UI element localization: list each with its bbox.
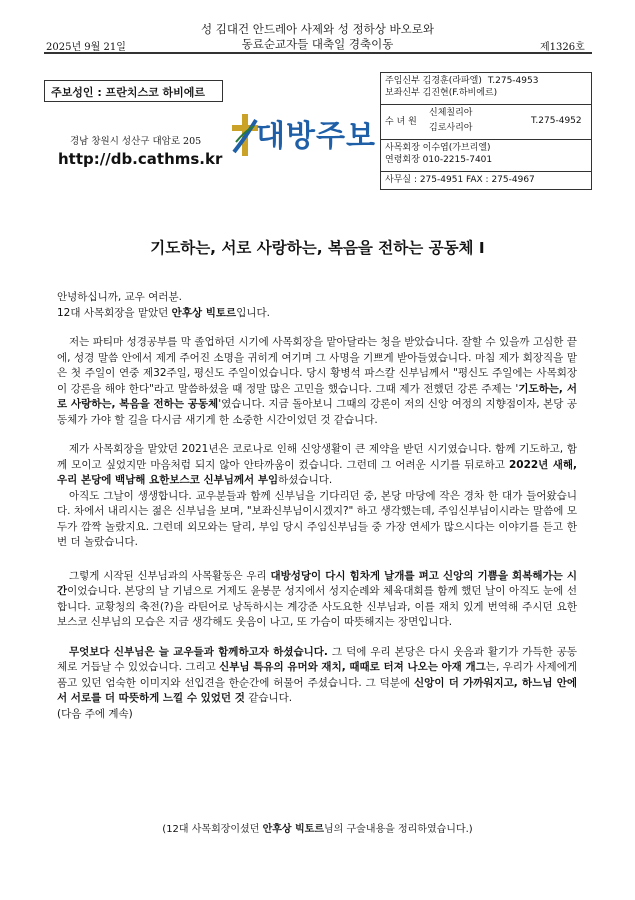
feast-title-line1: 성 김대건 안드레아 사제와 성 정하상 바오로와 [200, 22, 434, 36]
issue-number: 제1326호 [540, 42, 585, 53]
article-body [57, 290, 577, 722]
paragraph-1: 저는 파티마 성경공부를 막 졸업하던 시기에 사목회장을 맡아달라는 청을 받았습니다. 잘할 수 있을까 고심한 끝에, 성경 말씀 안에서 제게 주어진 소명을 귀히게 여기며 그 사명을 기쁘게 받아들였습니다. 마침 제가 회장직을 맡은 첫 주일이 연중 제32주일, 평신도 주일이었습니다. 당시 황병석 파스칼 신부님께서 "평신도 주일에는 사목회장이 강론을 해야 한다"라고 말씀하셨을 때 정말 많은 고민을 했습니다. 그때 제가 전했던 강론 주제는 '기도하는, 서로 사랑하는, 복음을 전하는 공동체'였습니다. 지금 돌아보니 그때의 강론이 저의 신앙 여정의 지향점이자, 본당 공동체가 가야 할 길을 다시금 새기게 한 소중한 시간이었던 것 같습니다. [57, 336, 577, 426]
issue-date: 2025년 9월 21일 [46, 42, 126, 53]
patron-saint: 주보성인 : 프란치스코 하비에르 [44, 80, 223, 102]
paragraph-3: 아직도 그날이 생생합니다. 교우분들과 함께 신부님을 기다리던 중, 본당 마당에 작은 경차 한 대가 들어왔습니다. 차에서 내리시는 젊은 신부님을 보며, "보좌신부님이시겠지?" 하고 생각했는데, 주임신부님이시라는 말씀에 모두가 깜짝 놀랐지요. 그런데 외모와는 달리, 부임 당시 주임신부님들 중 가장 연세가 많으시다는 이야기를 듣고 한 번 더 놀랐습니다. [57, 489, 577, 548]
paragraph-4: 그렇게 시작된 신부님과의 사목활동은 우리 대방성당이 다시 힘차게 날개를 펴고 신앙의 기쁨을 회복해가는 시간이었습니다. 본당의 날 기념으로 거제도 윤봉문 성지에서 성지순례와 체육대회를 함께 했던 날이 아직도 눈에 선합니다. 교황청의 축전(?)을 라틴어로 낭독하시는 계강준 사도요한 신부님과, 이를 재치 있게 번역해 주시던 요한보스코 신부님의 모습은 지금 생각해도 웃음이 나고, 또 가슴이 따뜻해지는 장면입니다. [57, 569, 578, 628]
pastor-name: 주임신부 김경훈(라파엘) [385, 76, 482, 86]
greeting-line-2: 12대 사목회장을 맡았던 안후상 빅토르입니다. [57, 306, 270, 319]
sisters-tel: T.275-4952 [531, 116, 582, 126]
masthead-title: 대방주보 [256, 119, 376, 154]
sister-name-2: 김로사리아 [429, 123, 473, 133]
paragraph-2: 제가 사목회장을 맡았던 2021년은 코로나로 인해 신앙생활이 큰 제약을 받던 시기였습니다. 함께 기도하고, 함께 모이고 싶었지만 마음처럼 되지 않아 안타까움이 컸습니다. 그런데 그 어려운 시기를 뒤로하고 2022년 새해, 우리 본당에 백남해 요한보스코 신부님께서 부임하셨습니다. [57, 443, 577, 486]
continued-note: (다음 주에 계속) [57, 707, 133, 720]
parish-url[interactable]: http://db.cathms.kr [58, 150, 223, 168]
pastor-tel: T.275-4953 [487, 76, 539, 86]
funeral-committee: 연령회장 010-2215-7401 [385, 155, 493, 165]
article-title: 기도하는, 서로 사랑하는, 복음을 전하는 공동체 Ⅰ [150, 239, 485, 257]
sister-name-1: 신체칠리아 [429, 108, 473, 118]
paragraph-5: 무엇보다 신부님은 늘 교우들과 함께하고자 하셨습니다. 그 덕에 우리 본당은 다시 웃음과 활기가 가득한 공동체로 거듭날 수 있었습니다. 그리고 신부님 특유의 유머와 재치, 때때로 터져 나오는 아재 개그는, 우리가 사제에게 품고 있던 엄숙한 이미지와 선입견을 한순간에 허물어 주셨습니다. 그 덕분에 신앙이 더 가까워지고, 하느님 안에서 서로를 더 따뜻하게 느낄 수 있었던 것 같습니다. [57, 645, 577, 704]
assistant-priest: 보좌신부 김진현(F.하비에르) [385, 88, 498, 98]
office-contact: 사무실 : 275-4951 FAX : 275-4967 [380, 172, 592, 190]
greeting-line-1: 안녕하십니까, 교우 여러분. [57, 291, 182, 303]
staff-council [380, 140, 592, 172]
parish-address: 경남 창원시 성산구 대암로 205 [70, 136, 202, 147]
sisters-label: 수 녀 원 [385, 117, 417, 127]
feast-title-line2: 동료순교자들 대축일 경축이동 [241, 37, 394, 51]
council-president: 사목회장 이수엽(가브리엘) [385, 143, 491, 153]
footnote: (12대 사목회장이셨던 안후상 빅토르님의 구술내용을 정리하였습니다.) [162, 824, 473, 835]
staff-priests [380, 72, 592, 104]
staff-sisters [380, 104, 592, 140]
